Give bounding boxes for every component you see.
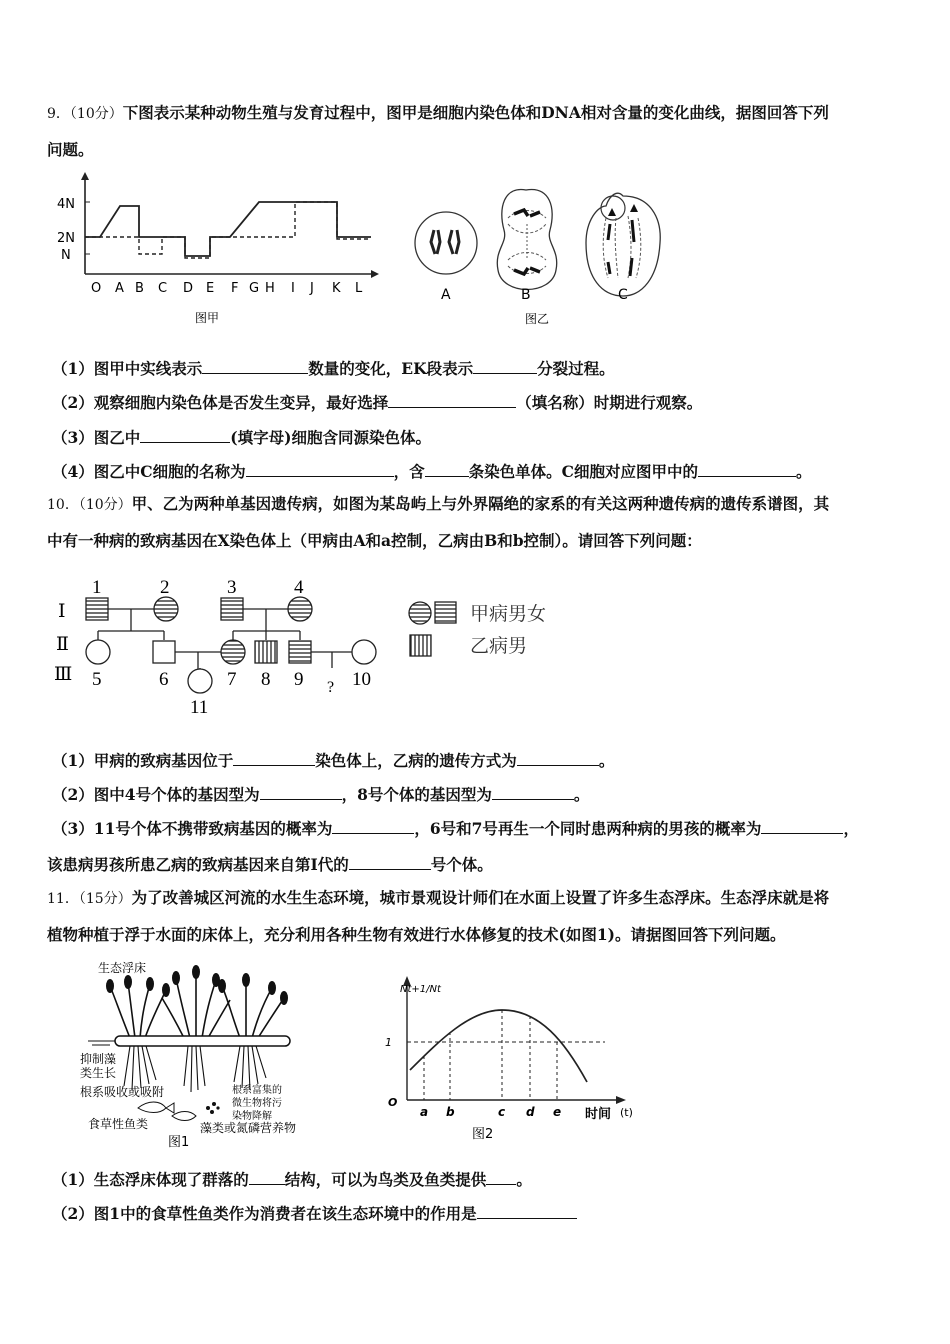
y-label-2n: 2N bbox=[57, 231, 75, 246]
gen-II: Ⅱ bbox=[56, 634, 69, 655]
svg-text:A: A bbox=[115, 281, 124, 296]
cell-label-a: A bbox=[441, 287, 451, 303]
gen-I: Ⅰ bbox=[58, 601, 66, 622]
q9-sub4: （4）图乙中C细胞的名称为 ，含 条染色单体。C细胞对应图甲中的 。 bbox=[52, 462, 812, 481]
svg-text:生态浮床: 生态浮床 bbox=[98, 961, 147, 975]
q9-intro-line2: 问题。 bbox=[47, 140, 94, 159]
y-label-4n: 4N bbox=[57, 197, 75, 212]
svg-text:根系富集的: 根系富集的 bbox=[232, 1085, 282, 1096]
ind-7 bbox=[221, 640, 245, 664]
q10-sub3: （3）11号个体不携带致病基因的概率为 ，6号和7号再生一个同时患两种病的男孩的概率为 ， bbox=[52, 819, 859, 838]
q11-figure-1 bbox=[80, 958, 310, 1150]
svg-text:4: 4 bbox=[294, 577, 304, 598]
q11-number: 11．（15分） bbox=[47, 891, 132, 907]
svg-text:K: K bbox=[332, 281, 341, 296]
dashed-curve bbox=[85, 202, 371, 258]
unknown-child: ? bbox=[327, 679, 335, 696]
fig2-x-unit: (t) bbox=[620, 1106, 633, 1119]
q9-figure-jia bbox=[55, 172, 385, 327]
fig2-caption: 图2 bbox=[472, 1127, 494, 1142]
q9-figure-yi bbox=[410, 178, 670, 328]
q11-intro-line1: 11．（15分）为了改善城区河流的水生生态环境，城市景观设计师们在水面上设置了许多生态浮床。生态浮床就是将 bbox=[47, 888, 830, 907]
fig2-x-label: 时间 bbox=[585, 1107, 612, 1122]
y-label-n: N bbox=[61, 248, 71, 263]
ind-2 bbox=[154, 597, 178, 621]
svg-text:8: 8 bbox=[261, 669, 271, 690]
fig2-curve bbox=[410, 1010, 587, 1082]
ind-10 bbox=[352, 640, 376, 664]
svg-text:藻类或氮磷营养物: 藻类或氮磷营养物 bbox=[200, 1121, 297, 1135]
legend-male-a bbox=[435, 602, 456, 623]
cell-label-c: C bbox=[618, 287, 628, 303]
ind-11 bbox=[188, 669, 212, 693]
svg-text:F: F bbox=[231, 281, 239, 296]
ind-6 bbox=[153, 641, 175, 663]
q10-sub1: （1）甲病的致病基因位于 染色体上，乙病的遗传方式为 。 bbox=[52, 751, 615, 770]
q11-sub2: （2）图1中的食草性鱼类作为消费者在该生态环境中的作用是 bbox=[52, 1202, 912, 1224]
svg-text:d: d bbox=[526, 1105, 535, 1119]
svg-text:I: I bbox=[291, 281, 295, 296]
ind-3 bbox=[221, 598, 243, 620]
fig-yi-caption: 图乙 bbox=[525, 312, 550, 326]
ind-1 bbox=[86, 598, 108, 620]
legend-female-a bbox=[409, 602, 431, 624]
q9-sub1: （1）图甲中实线表示 数量的变化，EK段表示 分裂过程。 bbox=[52, 359, 615, 378]
svg-text:c: c bbox=[498, 1105, 506, 1119]
q10-intro-line1: 10．（10分）甲、乙为两种单基因遗传病，如图为某岛屿上与外界隔绝的家系的有关这两种遗传病的遗传系谱图，其 bbox=[47, 494, 830, 513]
svg-text:L: L bbox=[355, 281, 363, 296]
svg-text:食草性鱼类: 食草性鱼类 bbox=[88, 1117, 149, 1131]
svg-text:1: 1 bbox=[92, 577, 102, 598]
q9-sub2: （2）观察细胞内染色体是否发生变异，最好选择 （填名称）时期进行观察。 bbox=[52, 393, 703, 412]
q10-pedigree bbox=[50, 568, 550, 718]
svg-text:D: D bbox=[183, 281, 194, 296]
svg-text:根系吸收或吸附: 根系吸收或吸附 bbox=[80, 1085, 165, 1099]
svg-text:J: J bbox=[310, 281, 314, 296]
q11-sub1: （1）生态浮床体现了群落的 结构，可以为鸟类及鱼类提供 。 bbox=[52, 1170, 532, 1189]
svg-text:11: 11 bbox=[190, 697, 209, 718]
fig2-origin: O bbox=[388, 1096, 398, 1109]
svg-text:B: B bbox=[135, 281, 144, 296]
svg-text:9: 9 bbox=[294, 669, 304, 690]
fig1-caption: 图1 bbox=[168, 1135, 190, 1150]
cell-c bbox=[586, 193, 660, 296]
q9-intro-line1: 9．（10分）下图表示某种动物生殖与发育过程中，图甲是细胞内染色体和DNA相对含量的变化曲线，据图回答下列 bbox=[47, 103, 829, 122]
q10-sub2: （2）图中4号个体的基因型为 ，8号个体的基因型为 。 bbox=[52, 785, 590, 804]
gen-III: Ⅲ bbox=[54, 664, 73, 685]
ind-4 bbox=[288, 597, 312, 621]
svg-text:6: 6 bbox=[159, 669, 169, 690]
fig2-y-tick: 1 bbox=[385, 1036, 392, 1049]
x-axis-labels bbox=[91, 281, 363, 296]
cell-label-b: B bbox=[521, 287, 531, 303]
q9-sub3: （3）图乙中 (填字母)细胞含同源染色体。 bbox=[52, 428, 431, 447]
svg-text:类生长: 类生长 bbox=[80, 1066, 117, 1080]
svg-text:3: 3 bbox=[227, 577, 237, 598]
ind-9 bbox=[289, 641, 311, 663]
fig2-y-label: Nt+1/Nt bbox=[400, 984, 441, 995]
solid-curve bbox=[85, 202, 371, 256]
svg-text:抑制藻: 抑制藻 bbox=[80, 1052, 117, 1066]
svg-text:5: 5 bbox=[92, 669, 102, 690]
legend-text-b: 乙病男 bbox=[470, 636, 528, 657]
svg-text:e: e bbox=[553, 1105, 562, 1119]
svg-text:微生物将污: 微生物将污 bbox=[232, 1098, 282, 1109]
svg-text:2: 2 bbox=[160, 577, 170, 598]
cell-b bbox=[497, 190, 556, 290]
legend-text-a: 甲病男女 bbox=[470, 604, 547, 625]
ind-5 bbox=[86, 640, 110, 664]
svg-text:10: 10 bbox=[352, 669, 371, 690]
svg-text:O: O bbox=[91, 281, 102, 296]
q10-sub3-line2: 该患病男孩所患乙病的致病基因来自第Ⅰ代的 号个体。 bbox=[47, 855, 493, 874]
svg-text:a: a bbox=[420, 1105, 429, 1119]
q9-number: 9．（10分） bbox=[47, 106, 123, 122]
q11-intro-line2: 植物种植于浮于水面的床体上，充分利用各种生物有效进行水体修复的技术(如图1)。请据图回答下列问题。 bbox=[47, 925, 786, 944]
q10-intro-line2: 中有一种病的致病基因在X染色体上（甲病由A和a控制，乙病由B和b控制）。请回答下列问题： bbox=[47, 531, 702, 550]
fig-jia-caption: 图甲 bbox=[195, 311, 220, 325]
q11-figure-2 bbox=[380, 970, 660, 1150]
svg-text:C: C bbox=[158, 281, 168, 296]
svg-text:G: G bbox=[249, 281, 260, 296]
legend-male-b bbox=[410, 635, 431, 656]
svg-text:染物降解: 染物降解 bbox=[232, 1111, 272, 1122]
ind-8 bbox=[255, 641, 277, 663]
q10-number: 10．（10分） bbox=[47, 497, 132, 513]
cell-a bbox=[415, 212, 477, 274]
svg-text:E: E bbox=[206, 281, 215, 296]
svg-text:7: 7 bbox=[227, 669, 237, 690]
svg-text:b: b bbox=[446, 1105, 455, 1119]
svg-text:H: H bbox=[265, 281, 275, 296]
